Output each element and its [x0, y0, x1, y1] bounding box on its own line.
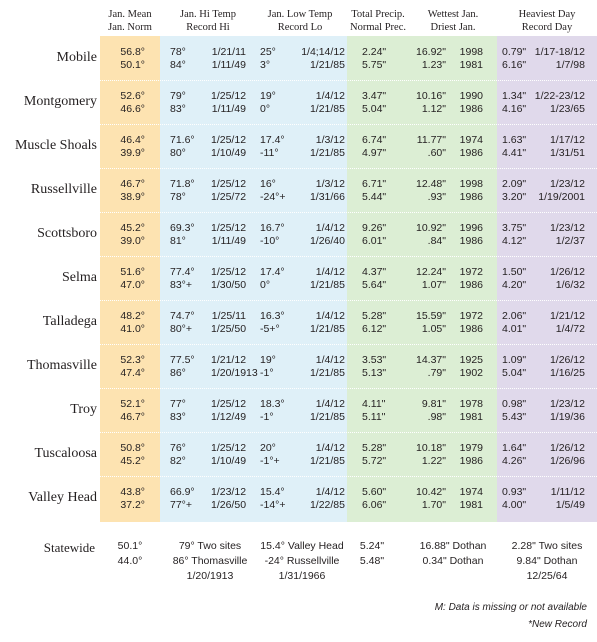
table-cell: 1/21/85 [309, 279, 345, 291]
statewide-value: 50.1° [117, 540, 143, 552]
table-cell: 0.79" [502, 46, 527, 58]
table-cell: 1902 [459, 367, 483, 379]
table-cell: 10.92" [415, 222, 446, 234]
table-cell: 1/6/32 [555, 279, 585, 291]
table-cell: 3.75" [502, 222, 527, 234]
table-cell: 1986 [459, 323, 483, 335]
table-cell: 5.11" [362, 411, 386, 423]
table-cell: 1/4/12 [315, 222, 345, 234]
table-cell: 19° [260, 354, 276, 366]
table-cell: 14.37" [415, 354, 446, 366]
table-cell: -1°+ [260, 455, 280, 467]
table-cell: 1998 [459, 178, 483, 190]
table-cell: 39.0° [120, 235, 145, 247]
table-cell: 5.04" [362, 103, 387, 115]
table-cell: 6.12" [362, 323, 387, 335]
table-cell: 12.24" [415, 266, 446, 278]
statewide-value: 9.84" Dothan [516, 555, 578, 567]
station-name: Muscle Shoals [14, 138, 97, 153]
table-cell: -1° [260, 367, 274, 379]
table-cell: 1972 [459, 266, 483, 278]
row-divider [100, 388, 597, 389]
table-cell: 1/26/50 [211, 499, 247, 511]
table-cell: 1996 [459, 222, 483, 234]
table-cell: 1/4/12 [315, 266, 345, 278]
table-cell: 1/21/85 [309, 323, 345, 335]
header-hi-temp [162, 8, 254, 34]
table-cell: 83° [170, 411, 186, 423]
table-cell: -1° [260, 411, 274, 423]
table-cell: 1/17/12 [549, 134, 585, 146]
table-cell: 79° [170, 90, 186, 102]
table-cell: -5+° [260, 323, 280, 335]
header-wettest [409, 8, 497, 34]
table-cell: 83° [170, 103, 186, 115]
table-cell: .60" [427, 147, 446, 159]
table-cell: 16.3° [260, 310, 285, 322]
table-cell: 1990 [459, 90, 483, 102]
statewide-value: -24° Russellville [264, 555, 340, 567]
table-cell: 1998 [459, 46, 483, 58]
table-cell: 1/25/72 [211, 191, 247, 203]
table-cell: 1/22-23/12 [534, 90, 585, 102]
table-cell: 1/25/12 [211, 134, 247, 146]
statewide-wettest [409, 539, 497, 569]
row-divider [100, 168, 597, 169]
statewide-mean [100, 539, 160, 569]
table-cell: 50.8° [120, 442, 145, 454]
statewide-value: 79° Two sites [178, 540, 242, 552]
table-cell: 74.7° [170, 310, 195, 322]
table-cell: 4.97" [362, 147, 387, 159]
table-cell: 1/10/49 [211, 455, 247, 467]
table-cell: 5.44" [362, 191, 387, 203]
header-jan-mean [100, 8, 160, 34]
table-cell: 1/4/12 [315, 354, 345, 366]
table-cell: 77° [170, 398, 186, 410]
table-cell: 1/19/2001 [538, 191, 585, 203]
table-cell: 84° [170, 59, 186, 71]
table-cell: 56.8° [120, 46, 145, 58]
table-cell: 46.6° [120, 103, 145, 115]
table-cell: 2.24" [362, 46, 387, 58]
table-cell: 46.7° [120, 411, 145, 423]
table-cell: 3.53" [362, 354, 387, 366]
station-name: Scottsboro [37, 226, 97, 241]
header-line: Record Day [521, 22, 573, 33]
table-cell: 1/25/11 [211, 310, 246, 322]
table-cell: 5.28" [362, 442, 387, 454]
header-line: Jan. Hi Temp [180, 9, 236, 20]
table-cell: 1/5/49 [555, 499, 585, 511]
table-cell: 1.64" [502, 442, 527, 454]
table-cell: 1/11/49 [211, 59, 246, 71]
table-cell: 1/7/98 [555, 59, 585, 71]
table-cell: 37.2° [120, 499, 145, 511]
table-cell: 4.00" [502, 499, 527, 511]
table-cell: 1/30/50 [211, 279, 247, 291]
table-cell: 45.2° [120, 222, 145, 234]
header-line: Jan. Low Temp [267, 9, 333, 20]
row-divider [100, 124, 597, 125]
table-cell: 6.06" [362, 499, 387, 511]
table-cell: 1.63" [502, 134, 527, 146]
table-cell: 1/17-18/12 [534, 46, 585, 58]
table-cell: 1/26/12 [549, 442, 585, 454]
table-cell: 1/23/65 [549, 103, 585, 115]
table-cell: 5.60" [362, 486, 387, 498]
table-cell: 17.4° [260, 266, 285, 278]
statewide-hi [162, 539, 258, 584]
station-name: Mobile [56, 50, 97, 65]
table-cell: 1/4/12 [315, 398, 345, 410]
statewide-value: 12/25/64 [526, 570, 568, 582]
table-cell: 25° [260, 46, 276, 58]
table-cell: 52.1° [120, 398, 145, 410]
statewide-value: 1/31/1966 [278, 570, 326, 582]
header-line: Total Precip. [351, 9, 405, 20]
table-cell: 1/4/12 [315, 90, 345, 102]
station-name: Valley Head [28, 490, 97, 505]
table-cell: 5.72" [362, 455, 387, 467]
header-heaviest-day [497, 8, 597, 34]
table-cell: 16.92" [415, 46, 446, 58]
table-cell: 1/26/96 [549, 455, 585, 467]
table-cell: 1/11/49 [211, 235, 246, 247]
table-cell: 52.6° [120, 90, 145, 102]
table-cell: 1978 [459, 398, 483, 410]
table-cell: 1/23/12 [549, 398, 585, 410]
table-cell: 1/21/85 [309, 103, 345, 115]
table-cell: 3.47" [362, 90, 387, 102]
table-cell: 1981 [459, 411, 483, 423]
table-cell: 77.4° [170, 266, 195, 278]
table-cell: .79" [427, 367, 446, 379]
row-divider [100, 476, 597, 477]
table-cell: 77.5° [170, 354, 195, 366]
statewide-value: 1/20/1913 [186, 570, 234, 582]
table-cell: 1.23" [421, 59, 446, 71]
table-cell: 1/21/85 [309, 411, 345, 423]
station-name: Russellville [30, 182, 97, 197]
table-cell: 4.01" [502, 323, 527, 335]
table-cell: 1/2/37 [555, 235, 585, 247]
table-cell: 1/19/36 [549, 411, 585, 423]
table-cell: 18.3° [260, 398, 285, 410]
header-low-temp [254, 8, 346, 34]
table-cell: 1/11/12 [550, 486, 585, 498]
table-cell: 1/23/12 [549, 178, 585, 190]
table-cell: 4.11" [362, 398, 386, 410]
table-cell: 6.74" [362, 134, 387, 146]
table-cell: 1.05" [421, 323, 446, 335]
table-cell: 1.07" [421, 279, 446, 291]
table-cell: 71.6° [170, 134, 195, 146]
header-line: Jan. Mean [108, 9, 152, 20]
table-cell: 47.4° [120, 367, 145, 379]
table-cell: 1.50" [502, 266, 527, 278]
table-cell: 4.16" [502, 103, 527, 115]
table-cell: 81° [170, 235, 186, 247]
table-cell: -24°+ [260, 191, 286, 203]
statewide-value: 5.48" [359, 555, 385, 567]
table-cell: 1/4/72 [555, 323, 585, 335]
table-cell: 52.3° [120, 354, 145, 366]
table-cell: 78° [170, 46, 186, 58]
table-cell: 1.09" [502, 354, 527, 366]
table-cell: 1974 [459, 134, 483, 146]
table-cell: 16.7° [260, 222, 285, 234]
table-cell: 1986 [459, 455, 483, 467]
table-cell: 6.01" [362, 235, 387, 247]
table-cell: 1/26/40 [309, 235, 345, 247]
statewide-value: 16.88" Dothan [419, 540, 487, 552]
table-cell: 10.42" [415, 486, 446, 498]
table-cell: 6.16" [502, 59, 527, 71]
header-total-precip [345, 8, 411, 34]
table-cell: 47.0° [120, 279, 145, 291]
table-cell: 50.1° [120, 59, 145, 71]
table-cell: 1/21/85 [309, 147, 345, 159]
row-divider [100, 212, 597, 213]
table-cell: 1/23/12 [549, 222, 585, 234]
table-cell: 16° [260, 178, 276, 190]
row-divider [100, 80, 597, 81]
table-cell: 1/4/12 [315, 442, 345, 454]
statewide-heaviest [497, 539, 597, 584]
table-cell: 1/21/85 [309, 59, 345, 71]
table-cell: 1974 [459, 486, 483, 498]
table-cell: -10° [260, 235, 280, 247]
station-name: Selma [62, 270, 97, 285]
table-cell: 5.13" [362, 367, 387, 379]
table-cell: 1/3/12 [315, 178, 345, 190]
table-cell: 71.8° [170, 178, 195, 190]
table-cell: 80°+ [170, 323, 193, 335]
table-cell: 1/23/12 [211, 486, 247, 498]
table-cell: 1925 [459, 354, 483, 366]
statewide-value: 44.0° [117, 555, 143, 567]
table-cell: 4.20" [502, 279, 527, 291]
table-cell: 82° [170, 455, 186, 467]
table-cell: 1/4/12 [315, 486, 345, 498]
table-cell: 1/31/51 [549, 147, 585, 159]
table-cell: 48.2° [120, 310, 145, 322]
table-cell: 3° [260, 59, 271, 71]
table-cell: 76° [170, 442, 186, 454]
station-name: Talladega [42, 314, 97, 329]
table-cell: 1.70" [421, 499, 446, 511]
table-cell: 1986 [459, 147, 483, 159]
header-line: Record Hi [186, 22, 230, 33]
table-cell: 1/25/12 [211, 90, 247, 102]
table-cell: 4.37" [362, 266, 387, 278]
table-cell: 10.16" [415, 90, 446, 102]
table-cell: 5.64" [362, 279, 387, 291]
table-cell: 15.4° [260, 486, 285, 498]
table-cell: 17.4° [260, 134, 285, 146]
header-line: Heaviest Day [518, 9, 576, 20]
table-cell: 41.0° [120, 323, 145, 335]
table-cell: 1979 [459, 442, 483, 454]
table-cell: 0° [260, 279, 271, 291]
table-cell: 1981 [459, 59, 483, 71]
table-cell: 1986 [459, 191, 483, 203]
table-cell: 1.22" [421, 455, 446, 467]
table-cell: 1/26/12 [549, 354, 585, 366]
table-cell: 80° [170, 147, 186, 159]
table-cell: 66.9° [170, 486, 195, 498]
statewide-value: 86° Thomasville [172, 555, 248, 567]
statewide-low [253, 539, 351, 584]
table-cell: 1/25/50 [211, 323, 247, 335]
table-cell: .98" [427, 411, 446, 423]
table-cell: .93" [427, 191, 446, 203]
table-cell: 12.48" [415, 178, 446, 190]
table-cell: 1/25/12 [211, 222, 247, 234]
header-line: Jan. Norm [108, 22, 152, 33]
table-cell: 1/10/49 [211, 147, 247, 159]
station-name: Montgomery [23, 94, 97, 109]
table-cell: 38.9° [120, 191, 145, 203]
station-name: Thomasville [27, 358, 97, 373]
table-cell: 1/21/85 [309, 367, 345, 379]
statewide-label: Statewide [43, 540, 95, 555]
table-cell: 4.12" [502, 235, 527, 247]
table-cell: 1981 [459, 499, 483, 511]
new-record-note: *New Record [528, 619, 587, 630]
table-cell: 1986 [459, 103, 483, 115]
row-divider [100, 300, 597, 301]
table-cell: 1972 [459, 310, 483, 322]
table-cell: 45.2° [120, 455, 145, 467]
table-cell: 1/11/49 [211, 103, 246, 115]
table-cell: 1986 [459, 279, 483, 291]
statewide-precip [347, 539, 397, 569]
table-cell: 1.12" [421, 103, 446, 115]
table-cell: 1/22/85 [309, 499, 345, 511]
table-cell: 1/25/12 [211, 266, 247, 278]
table-cell: 4.41" [502, 147, 527, 159]
table-cell: 1/25/12 [211, 178, 247, 190]
table-cell: 3.20" [502, 191, 527, 203]
table-cell: 11.77" [416, 134, 446, 146]
header-line: Wettest Jan. [427, 9, 479, 20]
table-cell: 4.26" [502, 455, 527, 467]
table-cell: 39.9° [120, 147, 145, 159]
station-name: Troy [70, 402, 97, 417]
missing-data-note: M: Data is missing or not available [434, 602, 587, 613]
table-cell: 1/16/25 [549, 367, 585, 379]
table-cell: 1/21/85 [309, 455, 345, 467]
table-cell: 20° [260, 442, 276, 454]
station-name: Tuscaloosa [34, 446, 97, 461]
table-cell: 1/31/66 [309, 191, 345, 203]
table-cell: 5.75" [362, 59, 387, 71]
statewide-value: 2.28" Two sites [511, 540, 583, 552]
table-cell: 0° [260, 103, 271, 115]
table-cell: 1.34" [502, 90, 527, 102]
table-cell: 1/20/1913 [211, 367, 258, 379]
table-cell: .84" [427, 235, 446, 247]
table-cell: 1/21/11 [211, 46, 246, 58]
table-cell: 9.81" [421, 398, 446, 410]
table-cell: 9.26" [362, 222, 387, 234]
statewide-value: 15.4° Valley Head [260, 540, 344, 552]
table-cell: 10.18" [415, 442, 446, 454]
table-cell: 1/26/12 [549, 266, 585, 278]
table-cell: 1986 [459, 235, 483, 247]
table-cell: 5.28" [362, 310, 387, 322]
table-cell: 0.98" [502, 398, 527, 410]
row-divider [100, 256, 597, 257]
table-cell: 2.09" [502, 178, 527, 190]
table-cell: 78° [170, 191, 186, 203]
table-cell: 1/3/12 [315, 134, 345, 146]
row-divider [100, 344, 597, 345]
table-cell: 69.3° [170, 222, 195, 234]
table-cell: -14°+ [260, 499, 286, 511]
header-line: Normal Prec. [350, 22, 406, 33]
table-cell: 2.06" [502, 310, 527, 322]
table-cell: 1/21/12 [549, 310, 585, 322]
header-line: Driest Jan. [430, 22, 476, 33]
statewide-value: 0.34" Dothan [422, 555, 484, 567]
table-cell: 5.43" [502, 411, 527, 423]
table-cell: 5.04" [502, 367, 527, 379]
table-cell: 46.7° [120, 178, 145, 190]
table-cell: 83°+ [170, 279, 193, 291]
table-cell: 0.93" [502, 486, 527, 498]
table-cell: 86° [170, 367, 186, 379]
header-line: Record Lo [277, 22, 323, 33]
table-cell: 15.59" [415, 310, 446, 322]
table-cell: 1/4/12 [315, 310, 345, 322]
row-divider [100, 432, 597, 433]
statewide-value: 5.24" [359, 540, 385, 552]
table-cell: 19° [260, 90, 276, 102]
table-cell: -11° [260, 147, 279, 159]
table-cell: 51.6° [120, 266, 145, 278]
table-cell: 1/25/12 [211, 442, 247, 454]
table-cell: 1/21/12 [211, 354, 247, 366]
table-cell: 1/4;14/12 [301, 46, 345, 58]
table-cell: 46.4° [120, 134, 145, 146]
table-cell: 1/25/12 [211, 398, 247, 410]
table-cell: 43.8° [120, 486, 145, 498]
table-cell: 1/12/49 [211, 411, 247, 423]
table-cell: 6.71" [362, 178, 387, 190]
table-cell: 77°+ [170, 499, 193, 511]
